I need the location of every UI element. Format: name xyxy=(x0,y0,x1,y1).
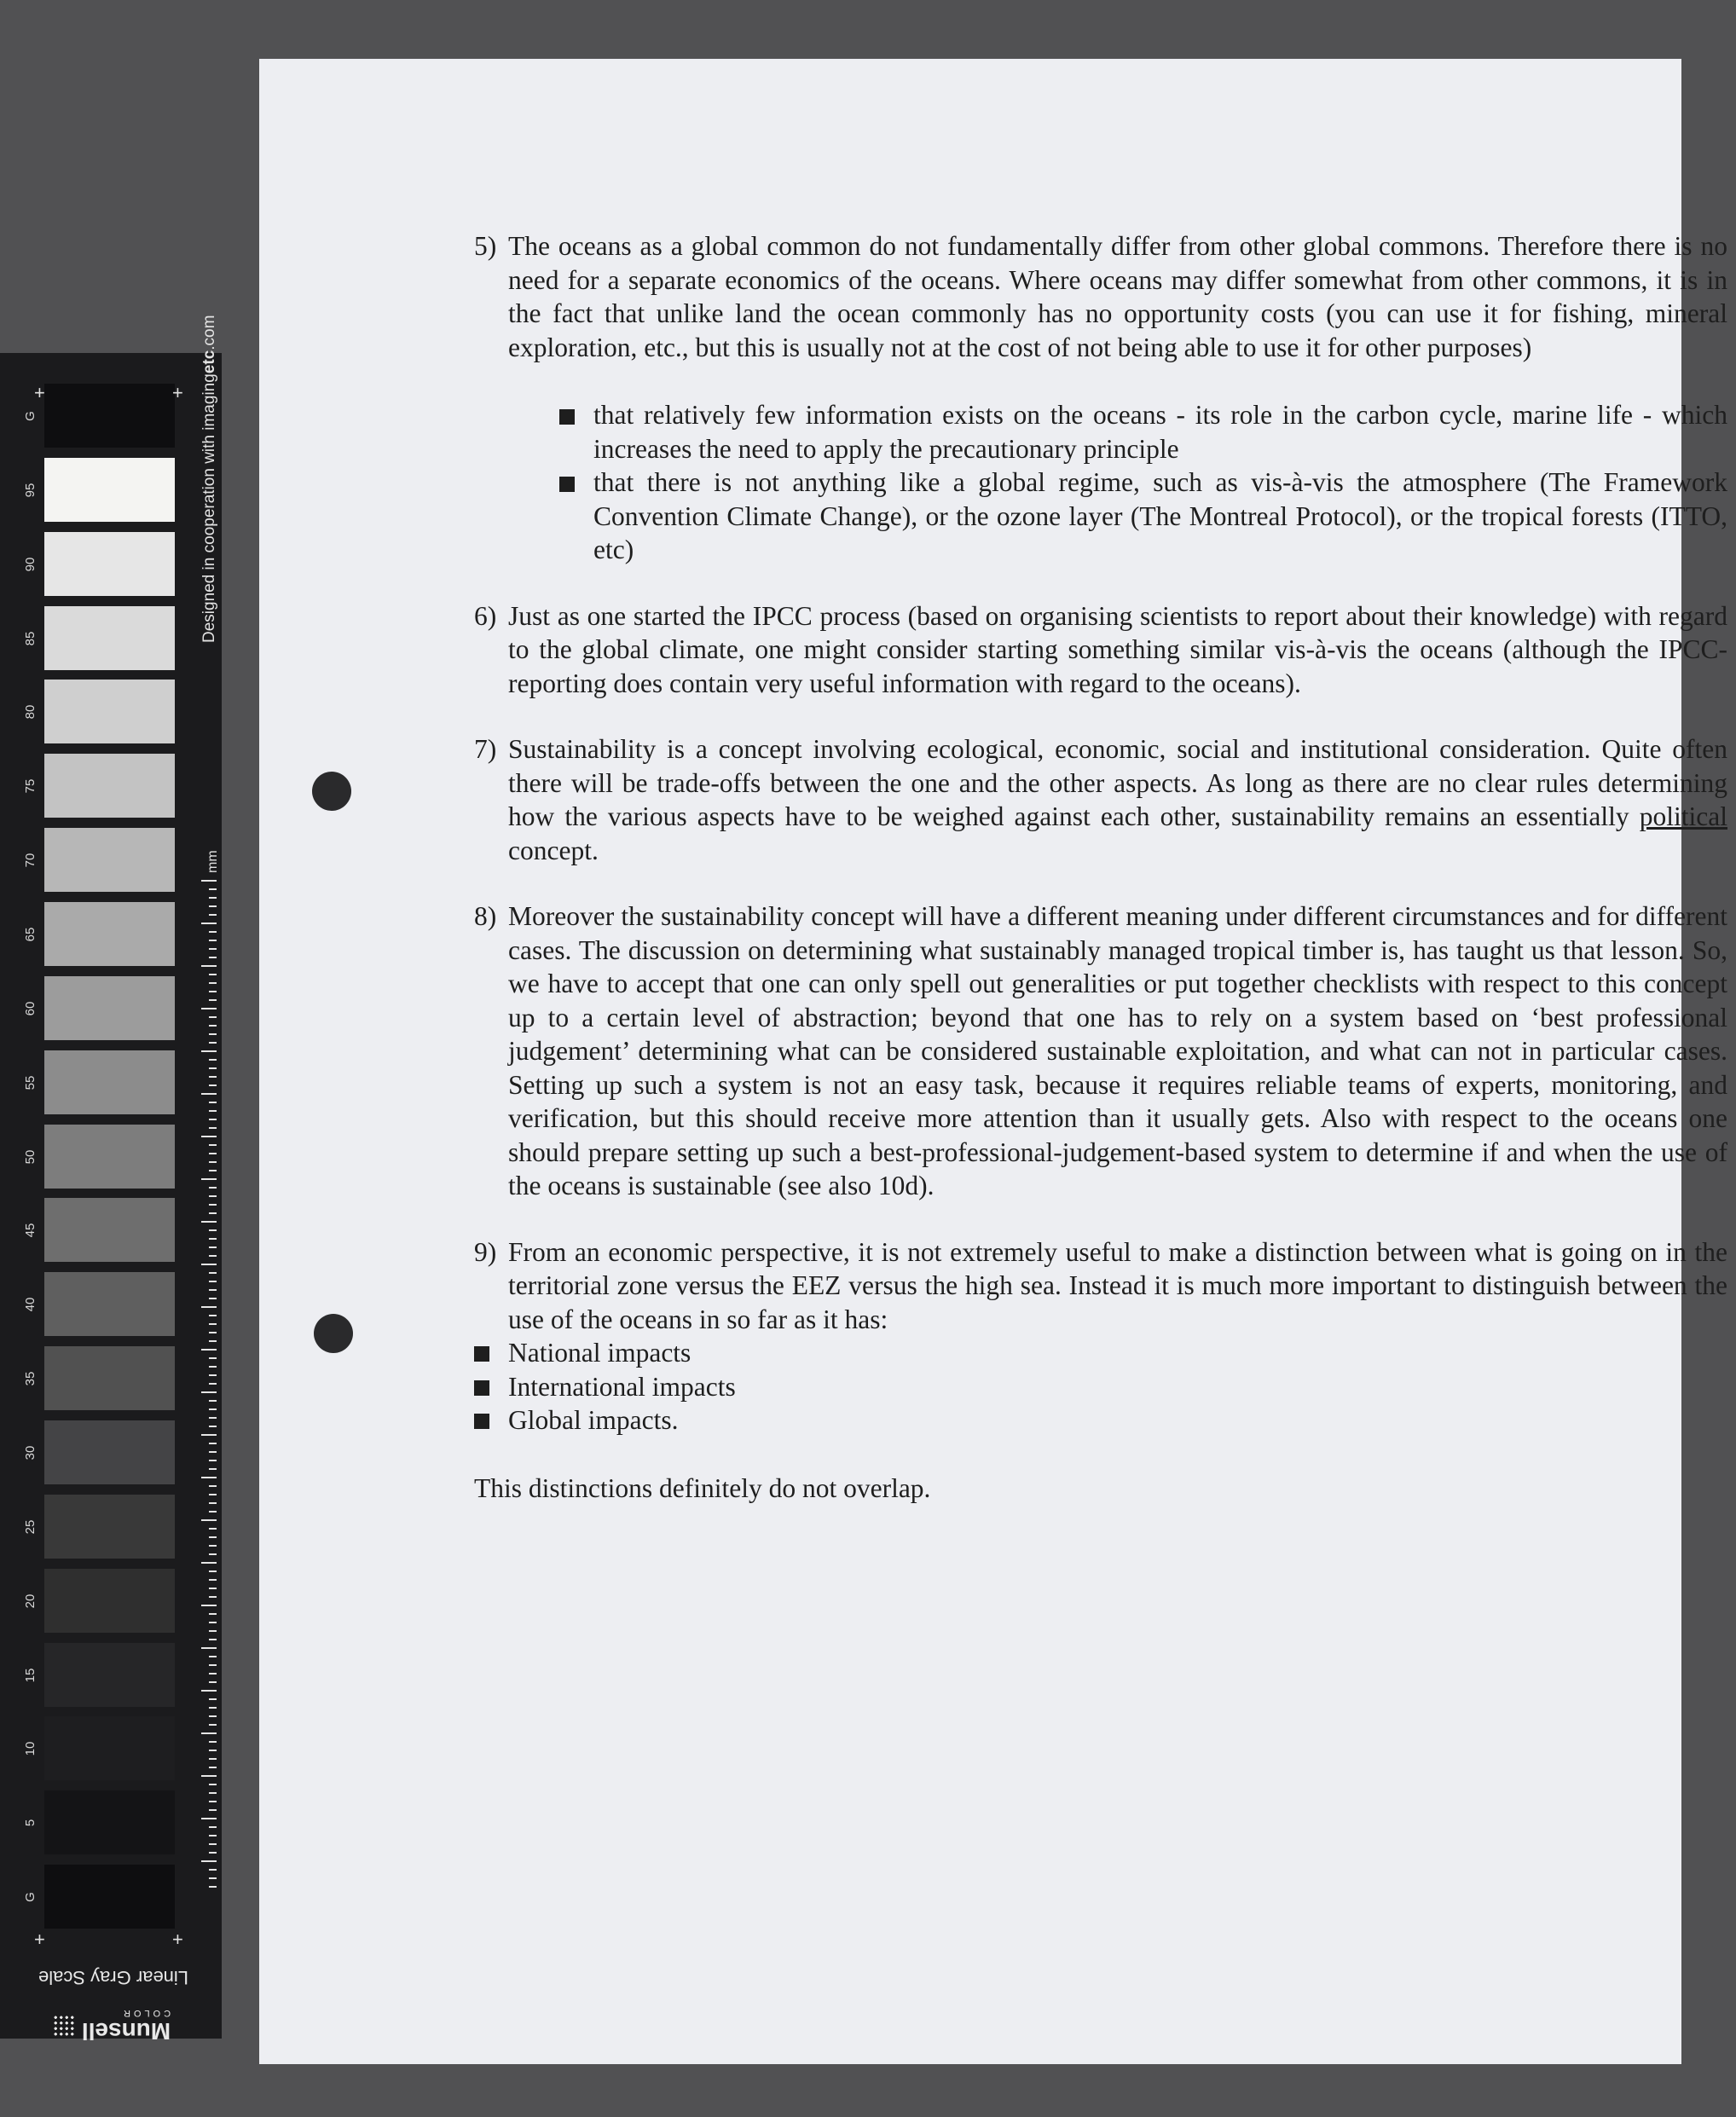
numbered-item-7 xyxy=(474,732,1727,867)
scale-tick-label: G xyxy=(23,1892,38,1902)
scale-tick-label: 80 xyxy=(23,705,38,720)
document-body xyxy=(474,229,1727,1505)
gray-patch xyxy=(44,1865,175,1929)
scale-tick-label: 50 xyxy=(23,1149,38,1164)
gray-patch xyxy=(44,458,175,522)
scale-tick-label: 5 xyxy=(23,1819,38,1827)
gray-patch xyxy=(44,532,175,596)
munsell-logo-icon xyxy=(53,2015,75,2037)
gray-patch xyxy=(44,1346,175,1410)
gray-patch xyxy=(44,828,175,892)
mm-ruler xyxy=(201,880,217,1888)
scale-tick-label: 60 xyxy=(23,1001,38,1016)
numbered-item-5 xyxy=(474,229,1727,567)
scale-tick-label: 10 xyxy=(23,1742,38,1756)
punch-hole xyxy=(314,1314,353,1353)
scale-title: Linear Gray Scale xyxy=(38,1967,189,1988)
scale-tick-label: 75 xyxy=(23,778,38,794)
scale-tick-label: 95 xyxy=(23,483,38,498)
gray-patch xyxy=(44,680,175,743)
scale-tick-label: 20 xyxy=(23,1594,38,1609)
list-item: that there is not anything like a global regime, such as vis-à-vis the atmosphere (The Framework Convention Climate Change), or the ozone layer (The Montreal Protocol), or the tropical forests (ITTO, etc) xyxy=(559,466,1727,567)
item-number: 9) xyxy=(474,1236,497,1267)
gray-patch xyxy=(44,1569,175,1633)
gray-patch xyxy=(44,754,175,818)
square-bullet-icon xyxy=(559,477,575,492)
scale-tick-label: 85 xyxy=(23,631,38,645)
item-number: 7) xyxy=(474,734,497,764)
underlined-word: political xyxy=(1639,801,1727,831)
scale-tick-label: 65 xyxy=(23,927,38,942)
gray-patch xyxy=(44,1050,175,1114)
item-text: Moreover the sustainability concept will have a different meaning under different circumstances and for different cases. The discussion on determining what sustainably managed tropical timber is, has taught us that lesson. So, we have to accept that one can only spell out generalities or put together checklists with respect to this concept up to a certain level of abstraction; beyond that one has to rely on a system based on ‘best professional judgement’ determining what can be considered sustainable exploitation, and what can not in particular cases. Setting up such a system is not an easy task, because it requires reliable teams of experts, monitoring, and verification, but this should receive more attention than it usually gets. Also with respect to the oceans one should prepare setting up such a best-professional-judgement-based system to determine if and when the use of the oceans is sustainable (see also 10d). xyxy=(508,901,1727,1200)
gray-patch xyxy=(44,1495,175,1559)
list-item: Global impacts. xyxy=(474,1403,1727,1437)
mm-label: mm xyxy=(205,850,220,873)
item-number: 6) xyxy=(474,600,497,631)
item-text: Sustainability is a concept involving ecological, economic, social and institutional consideration. Quite often there will be trade-offs between the one and the other aspects. As long as there are no clear rules determining how the various aspects have to be weighed against each other, sustainability remains an essentially political concept. xyxy=(508,734,1727,865)
closing-sentence: This distinctions definitely do not overlap. xyxy=(474,1472,931,1503)
scale-tick-label: 30 xyxy=(23,1445,38,1460)
gray-patch xyxy=(44,1420,175,1484)
scale-tick-label: G xyxy=(23,411,38,421)
gray-patch xyxy=(44,1272,175,1336)
paper-sheet xyxy=(259,59,1727,2064)
square-bullet-icon xyxy=(474,1346,489,1362)
plus-mark: + xyxy=(172,1929,183,1950)
munsell-brand xyxy=(31,2007,193,2045)
numbered-item-8 xyxy=(474,899,1727,1203)
list-item: that relatively few information exists on the oceans - its role in the carbon cycle, marine life - which increases the need to apply the precautionary principle xyxy=(559,398,1727,466)
item-text: From an economic perspective, it is not extremely useful to make a distinction between what is going on in the territorial zone versus the EEZ versus the high sea. Instead it is much more important to distinguish between the use of the oceans in so far as it has: xyxy=(508,1236,1727,1334)
scale-tick-label: 45 xyxy=(23,1223,38,1238)
scale-tick-label: 40 xyxy=(23,1297,38,1312)
scale-tick-label: 25 xyxy=(23,1519,38,1535)
square-bullet-icon xyxy=(474,1380,489,1396)
scale-tick-label: 35 xyxy=(23,1371,38,1386)
gray-patch xyxy=(44,1643,175,1707)
gray-patch xyxy=(44,384,175,448)
gray-patch xyxy=(44,1125,175,1189)
plus-mark: + xyxy=(34,1929,45,1950)
numbered-item-6 xyxy=(474,599,1727,701)
square-bullet-icon xyxy=(474,1414,489,1429)
item-number: 5) xyxy=(474,231,497,261)
impact-bullet-list xyxy=(474,1336,1727,1437)
credit-text: Designed in cooperation with imagingetc.com xyxy=(200,315,218,643)
scale-tick-label: 70 xyxy=(23,853,38,868)
item-text: The oceans as a global common do not fundamentally differ from other global commons. Therefore there is no need for a separate economics of the oceans. Where oceans may differ somewhat from other commons, it is in the fact that unlike land the ocean commonly has no opportunity costs (you can use it for fishing, mineral exploration, etc., but this is usually not at the cost of not being able to use it for other purposes) xyxy=(508,231,1727,362)
gray-patch xyxy=(44,1198,175,1262)
scale-tick-label: 55 xyxy=(23,1075,38,1090)
square-bullet-icon xyxy=(559,409,575,425)
gray-patch xyxy=(44,1716,175,1780)
gray-patch xyxy=(44,902,175,966)
list-item: National impacts xyxy=(474,1336,1727,1370)
scale-tick-label: 90 xyxy=(23,557,38,572)
punch-hole xyxy=(312,772,351,811)
sub-bullet-list xyxy=(508,398,1727,567)
gray-patch xyxy=(44,606,175,670)
brand-name: Munsell xyxy=(81,2018,171,2045)
item-text: Just as one started the IPCC process (based on organising scientists to report about their knowledge) with regard to the global climate, one might consider starting something similar vis-à-vis the oceans (although the IPCC-reporting does contain very useful information with regard to the oceans). xyxy=(508,600,1727,698)
brand-sub: COLOR xyxy=(120,2008,171,2018)
gray-patch xyxy=(44,976,175,1040)
list-item: International impacts xyxy=(474,1370,1727,1404)
scale-tick-label: 15 xyxy=(23,1668,38,1682)
plus-mark: + xyxy=(34,382,45,403)
gray-scale-strip xyxy=(0,315,222,2045)
gray-patch xyxy=(44,1790,175,1854)
item-number: 8) xyxy=(474,901,497,931)
plus-mark: + xyxy=(172,382,183,403)
numbered-item-9 xyxy=(474,1235,1727,1437)
